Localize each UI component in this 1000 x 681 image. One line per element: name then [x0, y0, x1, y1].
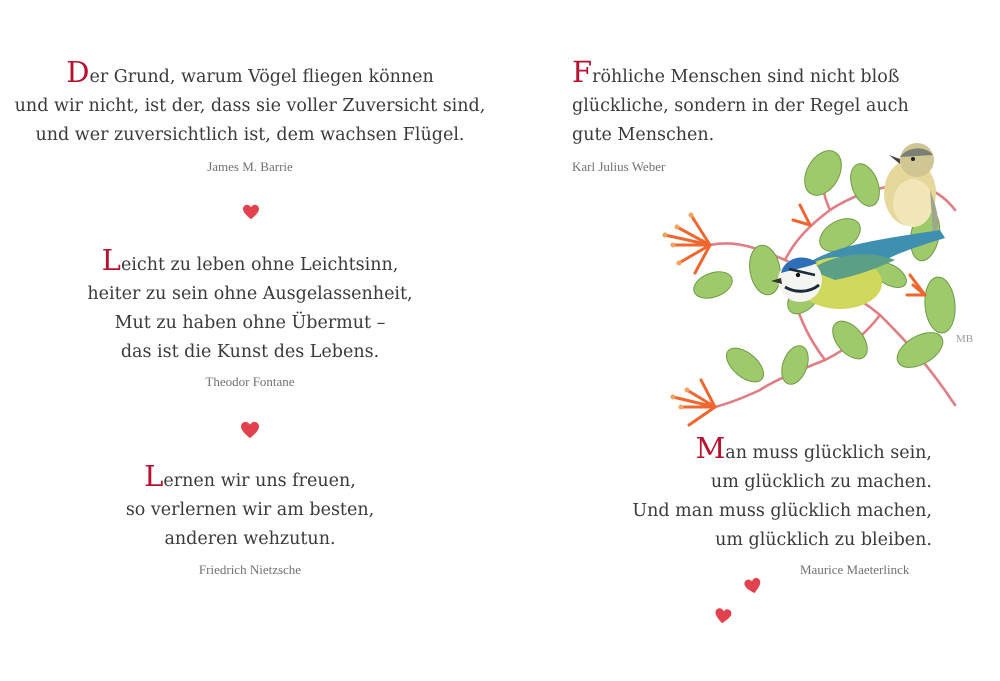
quote-line: glückliche, sondern in der Regel auch [572, 96, 909, 116]
dropcap: M [695, 431, 726, 465]
quote-maeterlinck [500, 431, 932, 555]
quote-nietzsche [0, 459, 500, 554]
quote-line: und wir nicht, ist der, dass sie voller Zuversicht sind, [14, 96, 486, 116]
heart-icon [714, 608, 732, 624]
illustrator-signature: MB [956, 333, 974, 345]
quote-line: Der Grund, warum Vögel fliegen können [66, 55, 434, 89]
quote-line: Leicht zu leben ohne Leichtsinn, [101, 243, 399, 277]
dropcap: L [144, 459, 164, 493]
right-page [500, 0, 1000, 681]
quote-line: und wer zuversichtlich ist, dem wachsen Flügel. [35, 125, 465, 145]
quote-line: anderen wehzutun. [164, 529, 336, 549]
heart-icon [744, 578, 762, 594]
quote-line: das ist die Kunst des Lebens. [120, 342, 380, 362]
quote-line: so verlernen wir am besten, [125, 500, 375, 520]
author-barrie: James M. Barrie [207, 159, 293, 174]
quote-line: gute Menschen. [572, 125, 715, 145]
bird-branch-illustration [595, 135, 985, 435]
quote-line: heiter zu sein ohne Ausgelassenheit, [87, 284, 413, 304]
quote-line: um glücklich zu machen. [710, 472, 932, 492]
quote-barrie [0, 55, 500, 150]
quote-line: Lernen wir uns freuen, [144, 459, 356, 493]
dropcap: L [101, 243, 121, 277]
author-maeterlinck: Maurice Maeterlinck [800, 562, 910, 577]
author-weber: Karl Julius Weber [572, 159, 666, 174]
dropcap: D [66, 55, 90, 89]
heart-icon [240, 421, 260, 439]
quote-line: um glücklich zu bleiben. [715, 530, 932, 550]
quote-line: Und man muss glücklich machen, [632, 501, 932, 521]
quote-line: Man muss glücklich sein, [695, 431, 932, 465]
quote-fontane [0, 243, 500, 367]
quote-line: Fröhliche Menschen sind nicht bloß [572, 55, 900, 89]
heart-icon [242, 204, 260, 220]
dropcap: F [572, 55, 593, 89]
author-nietzsche: Friedrich Nietzsche [198, 562, 302, 577]
quote-line: Mut zu haben ohne Übermut – [114, 313, 386, 333]
author-fontane: Theodor Fontane [205, 374, 295, 389]
